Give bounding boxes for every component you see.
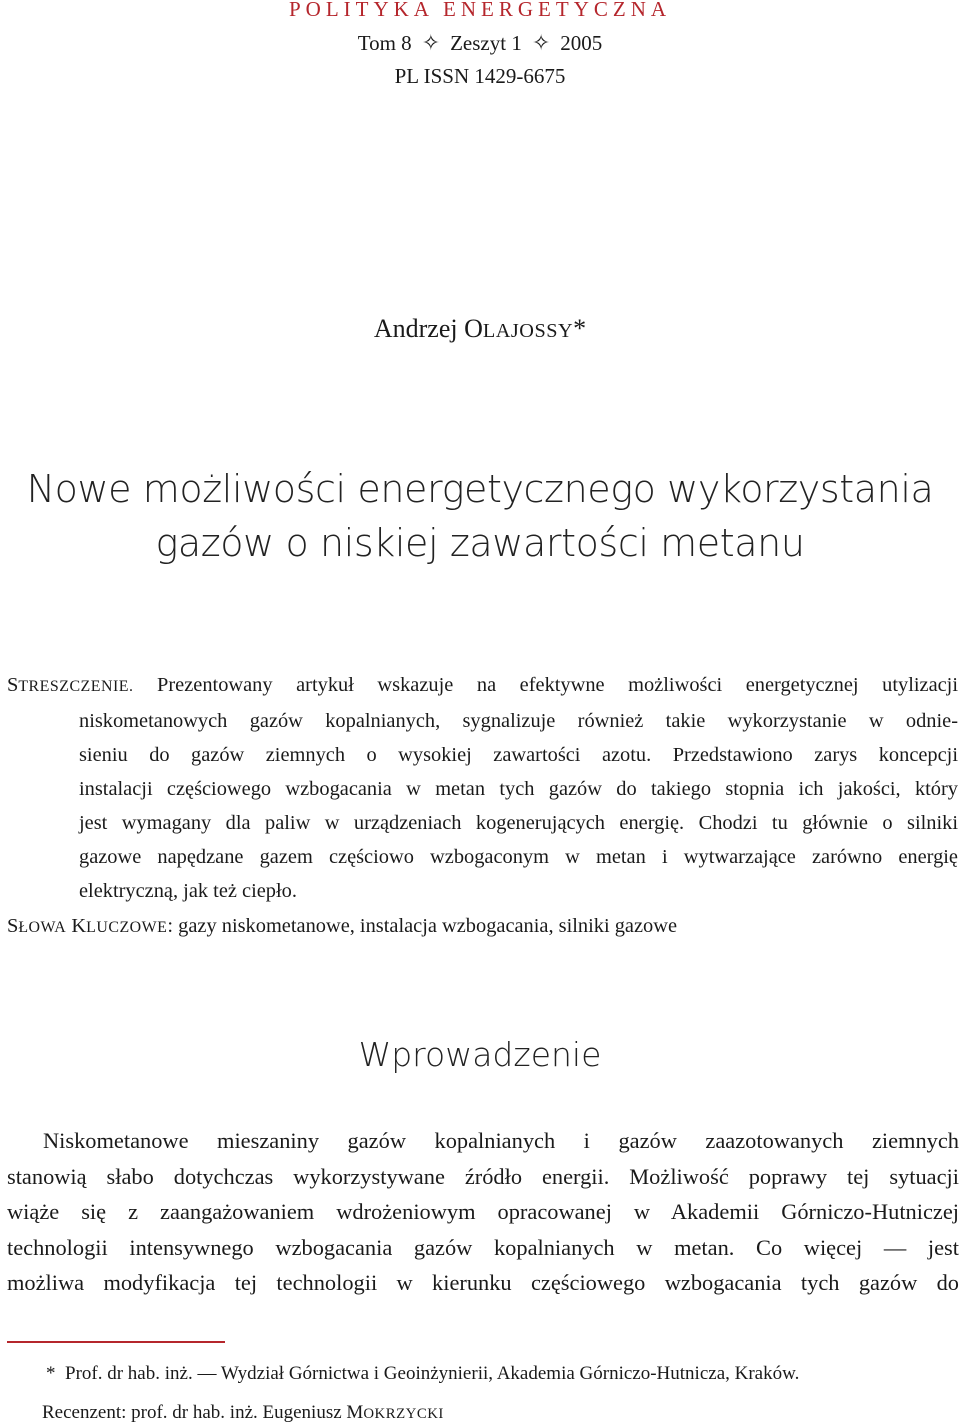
reviewer [42,1402,942,1424]
reviewer-last-rest: OKRZYCKI [363,1406,444,1422]
abstract-line: jest wymagany dla paliw w urządzeniach kogenerujących energię. Chodzi tu głównie o silniki [79,812,958,834]
abstract-line: instalacji częściowego wzbogacania w metan tych gazów do takiego stopnia ich jakości, który [79,778,958,800]
footnote-mark: * [46,1363,56,1384]
issue-number: Zeszyt 1 [450,31,522,55]
abstract-label: STRESZCZENIE. [7,674,134,696]
intro-paragraph [7,1123,959,1301]
reviewer-last-initial: M [346,1402,364,1423]
body-line: możliwa modyfikacja tej technologii w kierunku częściowego wzbogacania tych gazów do [7,1270,959,1295]
abstract [7,668,958,908]
volume: Tom 8 [357,31,412,55]
title-line: gazów o niskiej zawartości metanu [155,521,805,565]
abstract-line: elektryczną, jak też ciepło. [79,880,297,902]
keywords [7,909,958,945]
footnote-text: Prof. dr hab. inż. — Wydział Górnictwa i Geoinżynierii, Akademia Górniczo-Hutnicza, Kraków. [65,1363,800,1384]
author-mark: * [573,314,587,343]
abstract-line: Prezentowany artykuł wskazuje na efektywne możliwości energetycznej utylizacji [157,674,959,696]
article-title [0,462,960,570]
section-heading: Wprowadzenie [358,1035,602,1074]
author-last-rest: LAJOSSY [482,320,574,342]
abstract-line: gazowe napędzane gazem częściowo wzbogaconym w metan i wytwarzające zarówno energię [79,846,958,868]
body-line: technologii intensywnego wzbogacania gazów kopalnianych w metan. Co więcej — jest [7,1234,959,1260]
footnote-rule [7,1341,225,1343]
body-line: stanowią słabo dotychczas wykorzystywane źródło energii. Możliwość poprawy tej sytuacji [7,1163,959,1189]
separator-icon: ✧ [421,30,441,55]
journal-name: POLITYKA ENERGETYCZNA [288,0,672,21]
issue-info [0,30,960,56]
keywords-label: SŁOWA KLUCZOWE: [7,915,174,937]
abstract-line: sieniu do gazów ziemnych o wysokiej zawartości azotu. Przedstawiono zarys koncepcji [79,744,958,766]
body-line: wiąże się z zaangażowaniem wdrożeniowym opracowanej w Akademii Górniczo-Hutniczej [7,1199,959,1224]
author-last-initial: O [464,314,483,343]
separator-icon: ✧ [531,30,551,55]
abstract-line: niskometanowych gazów kopalnianych, sygnalizuje również takie wykorzystanie w odnie- [79,710,958,732]
reviewer-prefix: Recenzent: prof. dr hab. inż. Eugeniusz [42,1402,342,1423]
year: 2005 [560,31,603,55]
footnote [46,1363,946,1385]
title-line: Nowe możliwości energetycznego wykorzystania [26,467,934,511]
keywords-text: gazy niskometanowe, instalacja wzbogacania, silniki gazowe [178,915,677,937]
body-line: Niskometanowe mieszaniny gazów kopalnianych i gazów zaazotowanych ziemnych [43,1128,959,1153]
author [0,314,960,344]
author-first-name: Andrzej [373,314,458,343]
issn: PL ISSN 1429-6675 [394,64,566,88]
